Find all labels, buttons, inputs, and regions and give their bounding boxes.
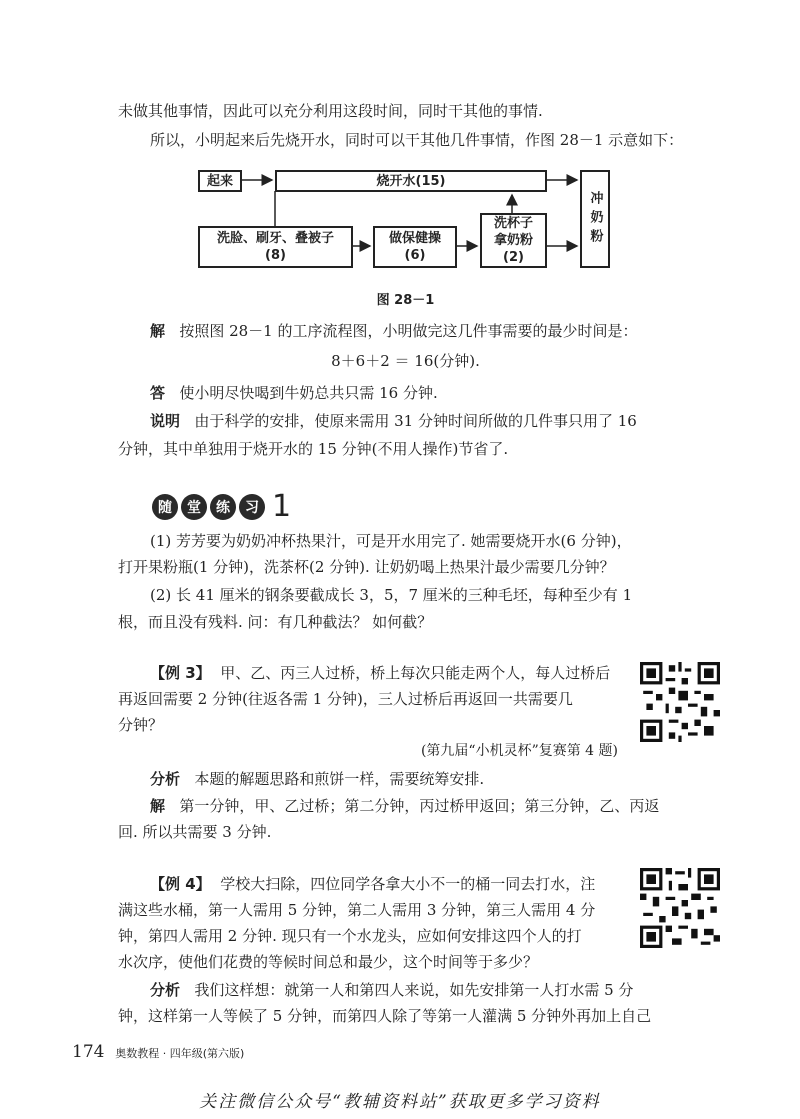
box-boil-water	[275, 170, 547, 192]
note-text-1: 由于科学的安排，使原来需用 31 分钟时间所做的几件事只用了 16	[194, 412, 637, 430]
qr-code-icon	[640, 868, 720, 948]
box-wash-label-2: (8)	[265, 248, 286, 263]
book-title: 奥数教程 · 四年级(第六版)	[115, 1047, 245, 1060]
practice-q1-line-2: 打开果粉瓶(1 分钟)，洗茶杯(2 分钟). 让奶奶喝上热果汁最少需要几分钟？	[118, 558, 615, 576]
example4-line-1	[150, 875, 620, 893]
box-cup-label-1: 洗杯子	[493, 216, 533, 231]
page-number: 174	[72, 1042, 105, 1062]
answer-label: 答	[150, 384, 166, 402]
box-cup-label-2: 拿奶粉	[493, 233, 533, 248]
note-text-2: 分钟，其中单独用于烧开水的 15 分钟(不用人操作)节省了.	[118, 440, 509, 458]
figure-caption: 图 28－1	[376, 293, 435, 308]
practice-number: 1	[272, 489, 292, 524]
example4-analysis-label: 分析	[150, 981, 181, 999]
solution-line	[150, 322, 693, 340]
box-get-up-label: 起来	[206, 173, 233, 189]
example4-analysis-line-1	[150, 981, 693, 999]
box-milk-label: 冲奶粉	[587, 190, 603, 248]
practice-char-4: 习	[239, 494, 265, 520]
example3-line-2: 再返回需要 2 分钟(往返各需 1 分钟)，三人过桥后再返回一共需要几	[118, 690, 573, 708]
example3-line-3: 分钟？	[118, 716, 164, 734]
example4-text-1: 学校大扫除，四位同学各拿大小不一的桶一同去打水，注	[220, 875, 596, 893]
answer-text: 使小明尽快喝到牛奶总共只需 16 分钟.	[179, 384, 438, 402]
example4-label: 【例 4】	[150, 875, 211, 893]
example3-analysis-label: 分析	[150, 770, 181, 788]
box-exercise	[373, 226, 457, 268]
box-wash-label-1: 洗脸、刷牙、叠被子	[216, 231, 334, 246]
solution-text: 按照图 28－1 的工序流程图，小明做完这几件事需要的最少时间是：	[179, 322, 638, 340]
paragraph-1: 未做其他事情，因此可以充分利用这段时间，同时干其他的事情.	[118, 102, 543, 120]
example3-solution-label: 解	[150, 797, 166, 815]
note-line-1	[150, 412, 693, 430]
qr-code-icon	[640, 662, 720, 742]
practice-title	[152, 489, 292, 524]
box-cup	[480, 213, 547, 268]
solution-label: 解	[150, 322, 166, 340]
page-footer	[72, 1042, 244, 1062]
example3-source: (第九届“小机灵杯”复赛第 4 题)	[420, 743, 618, 759]
box-boil-water-label: 烧开水(15)	[376, 173, 446, 189]
example3-label: 【例 3】	[150, 664, 211, 682]
example3-solution-line-1	[150, 797, 693, 815]
box-exercise-label-1: 做保健操	[388, 231, 441, 246]
example3-text-1: 甲、乙、丙三人过桥，桥上每次只能走两个人，每人过桥后	[220, 664, 611, 682]
example3-analysis-text: 本题的解题思路和煎饼一样，需要统筹安排.	[194, 770, 485, 788]
note-label: 说明	[150, 412, 181, 430]
practice-q1-line-1: (1) 芳芳要为奶奶冲杯热果汁，可是开水用完了. 她需要烧开水(6 分钟)，	[150, 532, 632, 550]
example4-line-3: 钟，第四人需用 2 分钟. 现只有一个水龙头，应如何安排这四个人的打	[118, 927, 582, 945]
practice-char-3: 练	[210, 494, 236, 520]
example3-solution-text-1: 第一分钟，甲、乙过桥；第二分钟，丙过桥甲返回；第三分钟，乙、丙返	[179, 797, 660, 815]
box-wash	[198, 226, 353, 268]
paragraph-2: 所以，小明起来后先烧开水，同时可以干其他几件事情，作图 28－1 示意如下：	[150, 131, 684, 149]
example3-line-1	[150, 664, 620, 682]
example4-analysis-text-2: 钟，这样第一人等候了 5 分钟，而第四人除了等第一人灌满 5 分钟外再加上自己	[118, 1007, 652, 1025]
answer-line	[150, 384, 693, 402]
practice-q2-line-2: 根，而且没有残料. 问：有几种截法？ 如何截？	[118, 613, 433, 631]
flowchart	[180, 158, 620, 288]
example3-solution-text-2: 回. 所以共需要 3 分钟.	[118, 823, 272, 841]
practice-q2-line-1: (2) 长 41 厘米的钢条要截成长 3，5，7 厘米的三种毛坯，每种至少有 1	[150, 586, 633, 604]
box-exercise-label-2: (6)	[404, 248, 426, 263]
example4-line-2: 满这些水桶，第一人需用 5 分钟，第二人需用 3 分钟，第三人需用 4 分	[118, 901, 596, 919]
example4-analysis-text-1: 我们这样想：就第一人和第四人来说，如先安排第一人打水需 5 分	[194, 981, 634, 999]
box-get-up	[198, 170, 242, 192]
practice-char-2: 堂	[181, 494, 207, 520]
example3-analysis	[150, 770, 693, 788]
box-cup-label-3: (2)	[503, 250, 524, 265]
practice-char-1: 随	[152, 494, 178, 520]
watermark-text: 关注微信公众号“教辅资料站”获取更多学习资料	[199, 1092, 601, 1112]
example4-line-4: 水次序，使他们花费的等候时间总和最少，这个时间等于多少？	[118, 953, 539, 971]
box-milk	[580, 170, 610, 268]
solution-formula: 8＋6＋2 ＝ 16(分钟).	[331, 352, 480, 370]
